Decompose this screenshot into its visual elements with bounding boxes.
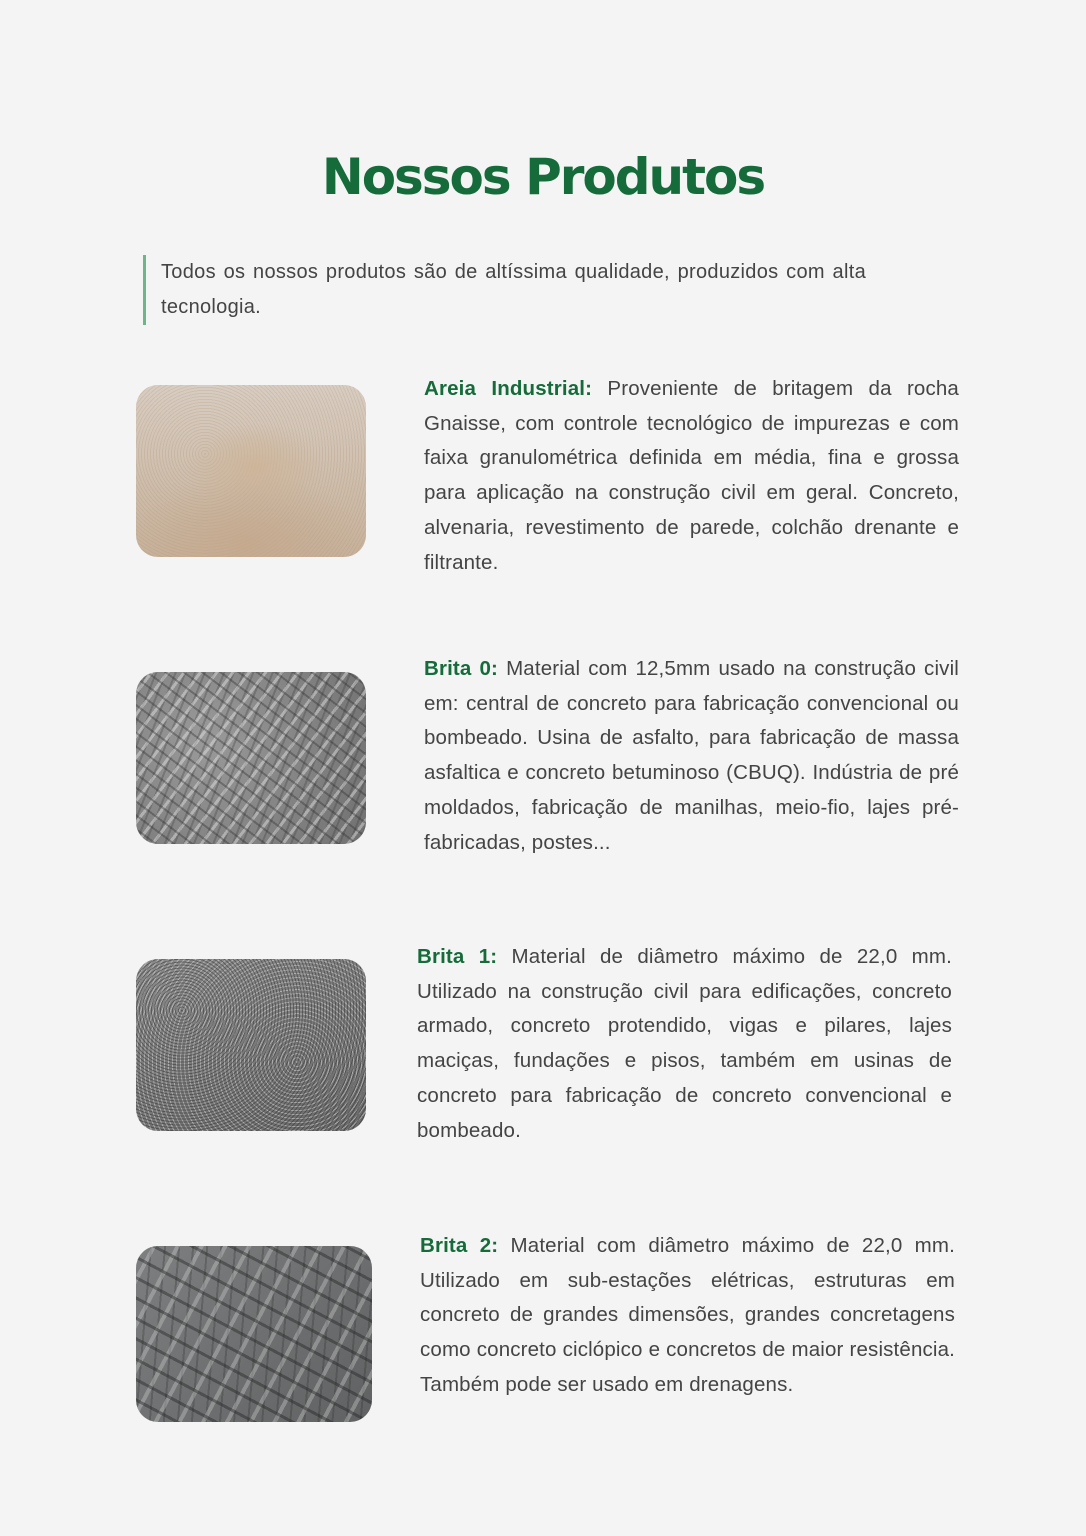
product-brita-2-text [420,1229,955,1403]
product-name: Areia Industrial: [424,377,593,400]
product-name: Brita 2: [420,1234,499,1257]
product-description: Material de diâmetro máximo de 22,0 mm. Utilizado na construção civil para edificações, concreto armado, concreto protendido, vigas e pilares, lajes maciças, fundações e pisos, também em usinas de concreto para fabricação de concreto convencional e bombeado. [417,945,952,1142]
product-brita-1-text [417,940,952,1148]
product-name: Brita 1: [417,945,498,968]
product-brita-0-text [424,652,959,860]
page-title: Nossos Produtos [321,148,765,206]
sand-image [136,385,366,557]
product-description: Material com 12,5mm usado na construção civil em: central de concreto para fabricação convencional ou bombeado. Usina de asfalto, para fabricação de massa asfaltica e concreto betuminoso (CBUQ). Indústria de pré moldados, fabricação de manilhas, meio-fio, lajes pré-fabricadas, postes... [424,657,959,854]
product-areia-text [424,372,959,580]
product-description: Material com diâmetro máximo de 22,0 mm. Utilizado em sub-estações elétricas, estruturas em concreto de grandes dimensões, grandes concretagens como concreto ciclópico e concretos de maior resistência. Também pode ser usado em drenagens. [420,1234,955,1396]
product-name: Brita 0: [424,657,499,680]
brita-2-image [136,1246,372,1422]
product-description: Proveniente de britagem da rocha Gnaisse, com controle tecnológico de impurezas e com faixa granulométrica definida em média, fina e grossa para aplicação na construção civil em geral. Concreto, alvenaria, revestimento de parede, colchão drenante e filtrante. [424,377,959,574]
brita-1-image [136,959,366,1131]
intro-text: Todos os nossos produtos são de altíssima qualidade, produzidos com alta tecnologia. [143,255,866,325]
brita-0-image [136,672,366,844]
